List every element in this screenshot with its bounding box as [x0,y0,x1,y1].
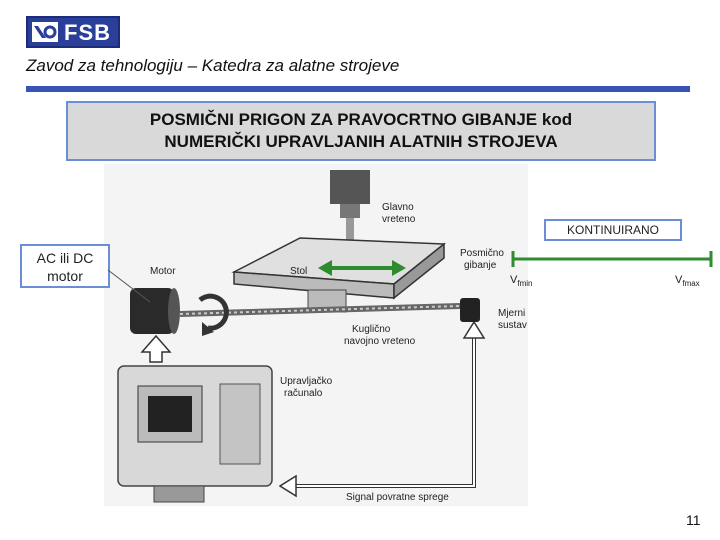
label-mjerni-2: sustav [498,320,527,331]
title-line-2: NUMERIČKI UPRAVLJANIH ALATNIH STROJEVA [164,132,558,151]
feed-drive-diagram [104,164,528,506]
continuous-label-box: KONTINUIRANO [544,219,682,241]
vfmax-base: V [675,274,683,286]
title-line-1: POSMIČNI PRIGON ZA PRAVOCRTNO GIBANJE kod [149,110,573,129]
measuring-system [460,298,480,322]
label-posmicno-1: Posmično [460,248,504,259]
label-stol: Stol [290,266,308,277]
vfmin-sub: fmin [517,279,533,289]
department-subtitle: Zavod za tehnologiju – Katedra za alatne strojeve [26,56,400,75]
page-number: 11 [686,512,701,528]
fsb-logo [26,16,120,48]
label-motor: Motor [150,266,176,277]
control-computer [118,366,272,502]
slide-title [66,101,656,161]
motor-callout-line-1: AC ili DC [36,250,94,266]
vfmax-sub: fmax [682,279,700,289]
label-mjerni-1: Mjerni [498,308,526,319]
motor-callout-pointer [100,264,160,308]
label-glavno-1: Glavno [382,202,414,213]
fsb-logo-mark-icon [32,22,58,42]
header-rule [26,86,690,92]
label-upravljacko-1: Upravljačko [280,376,333,387]
label-upravljacko-2: računalo [284,388,323,399]
label-posmicno-2: gibanje [464,260,497,271]
motor-callout [20,244,110,288]
motor-callout-line-2: motor [47,268,83,284]
vfmax-label [675,274,700,288]
vfmin-label [510,274,532,288]
label-signal: Signal povratne sprege [346,492,449,503]
logo-text: FSB [64,20,111,45]
vfmin-base: V [510,274,518,286]
label-kuglicno-2: navojno vreteno [344,336,416,347]
label-glavno-2: vreteno [382,214,416,225]
label-kuglicno-1: Kugličnо [352,324,391,335]
